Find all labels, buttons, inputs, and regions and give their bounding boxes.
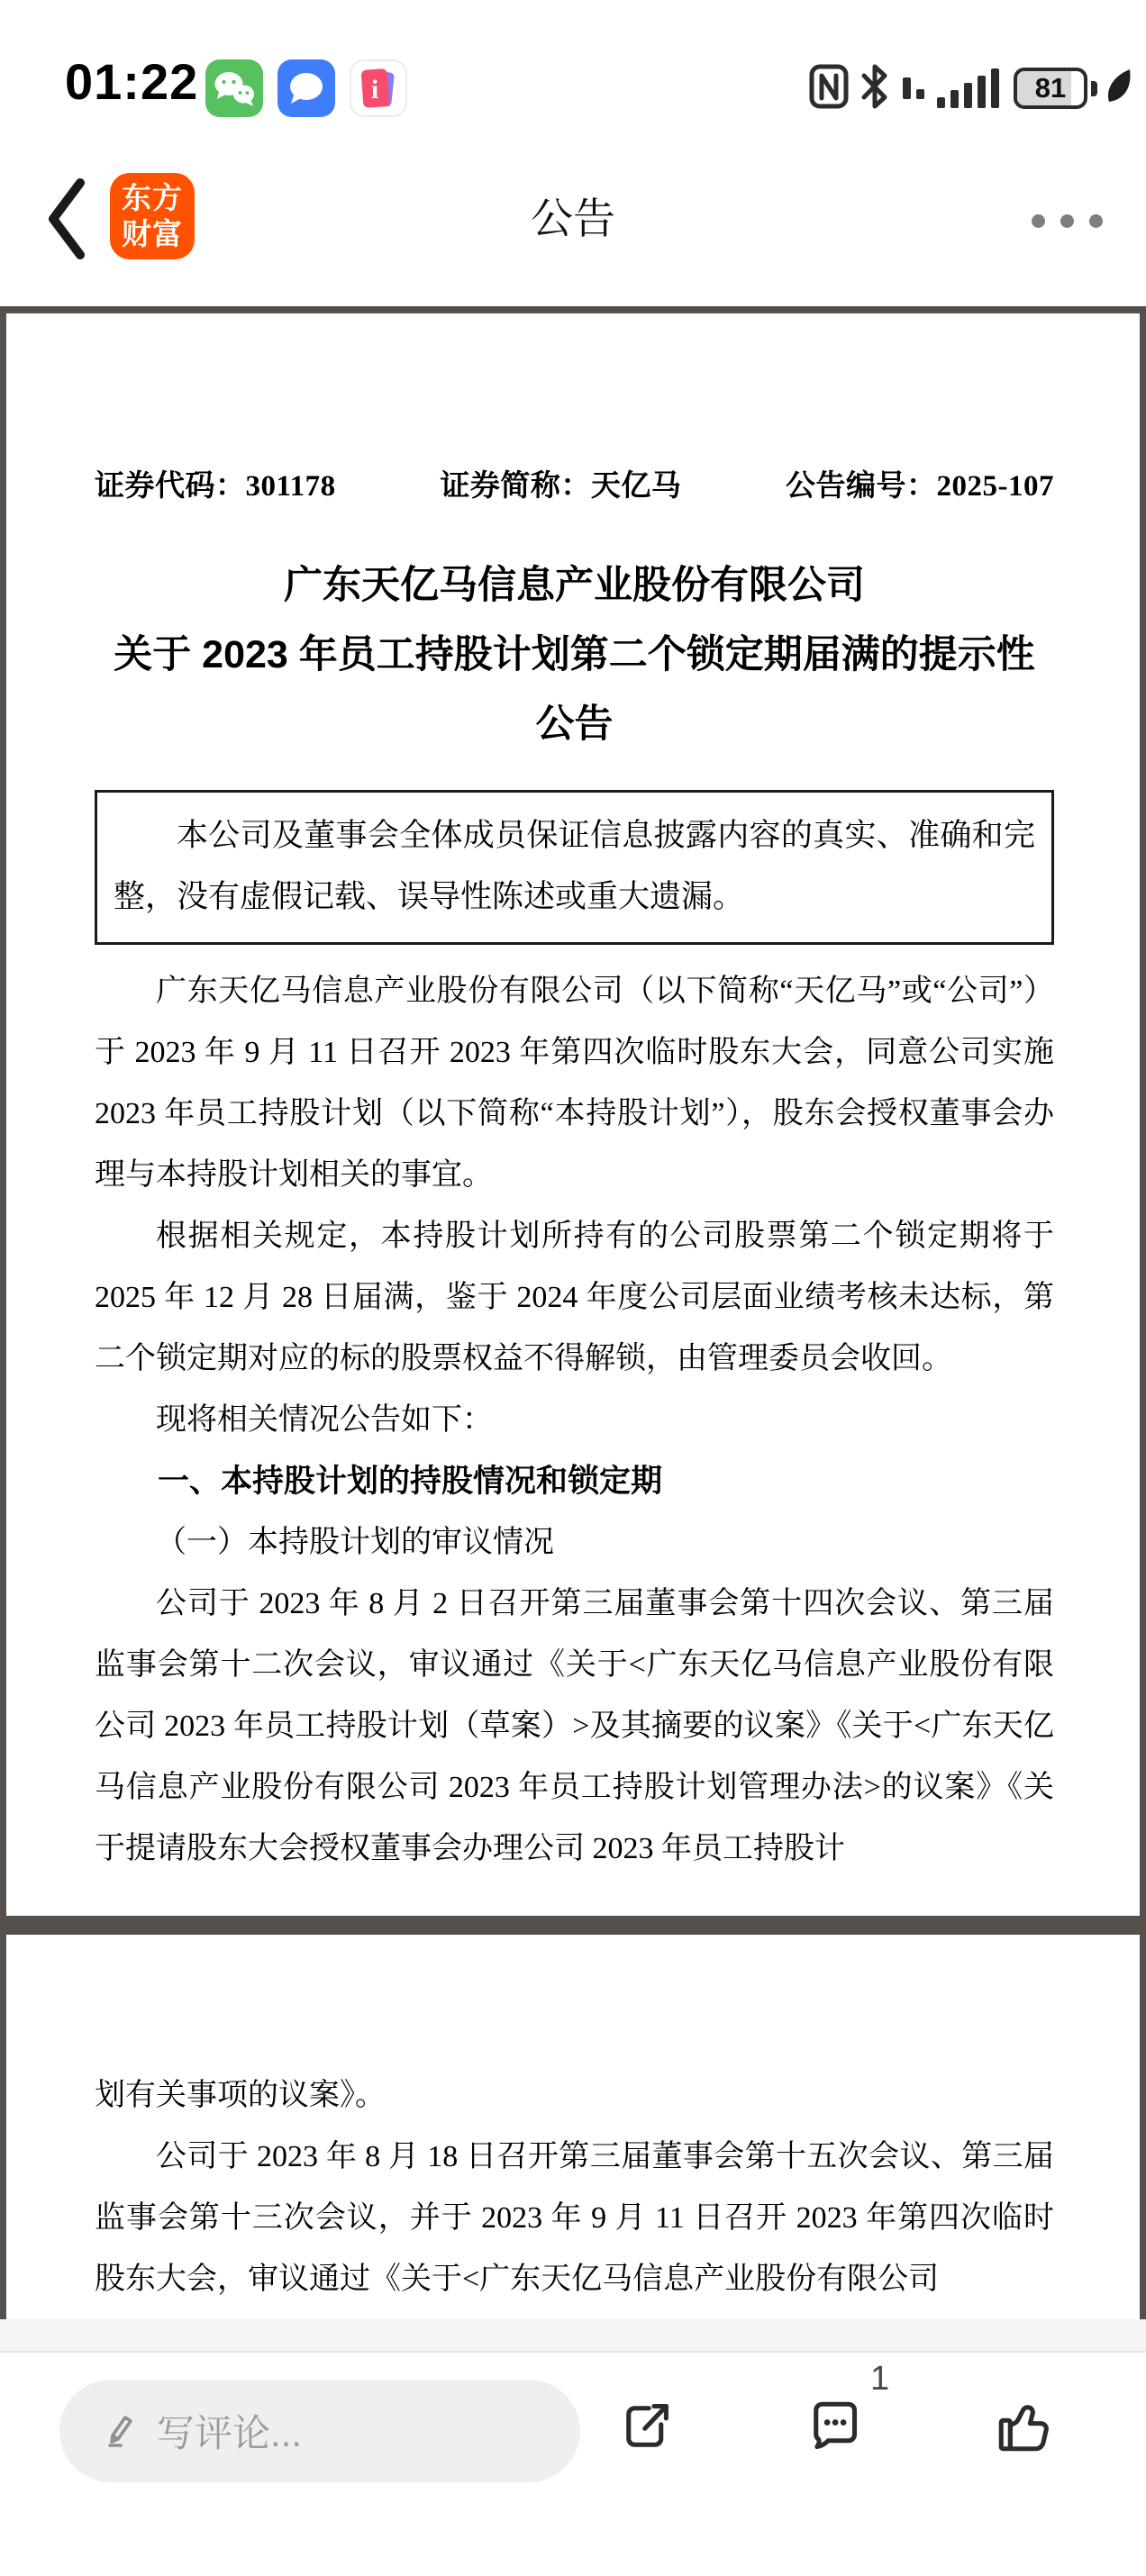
status-icons xyxy=(809,63,1146,113)
paragraph: 广东天亿马信息产业股份有限公司（以下简称“天亿马”或“公司”）于 2023 年 9 月 11 日召开 2023 年第四次临时股东大会，同意公司实施 2023 年员工持股计划（以下简称“本持股计划”），股东会授权董事会办理与本持股计划相关的事宜。 xyxy=(95,975,1054,1192)
pencil-icon xyxy=(101,2409,141,2454)
stock-code: 证券代码：301178 xyxy=(95,470,336,503)
bottom-toolbar xyxy=(0,2353,1146,2576)
more-menu-button[interactable] xyxy=(1032,214,1103,228)
signal-sim1-icon xyxy=(903,77,924,99)
info-app-icon xyxy=(350,59,407,117)
logo-text-bottom: 财富 xyxy=(122,217,183,250)
sub-heading: （一）本持股计划的审议情况 xyxy=(156,1526,554,1559)
announcement-number: 公告编号：2025-107 xyxy=(786,470,1054,503)
battery-indicator: 81 xyxy=(1014,68,1087,109)
power-saving-leaf-icon xyxy=(1105,68,1135,110)
notification-app-icons xyxy=(205,59,407,117)
doc-title-company: 广东天亿马信息产业股份有限公司 xyxy=(284,564,865,607)
paragraph: 公司于 2023 年 8 月 18 日召开第三届董事会第十五次会议、第三届监事会第十三次会议，并于 2023 年 9 月 11 日召开 2023 年第四次临时股东大会，审议通过《关于<广东天亿马信息产业股份有限公司 xyxy=(95,2140,1054,2296)
stock-name: 证券简称：天亿马 xyxy=(440,470,682,503)
paragraph: 根据相关规定，本持股计划所持有的公司股票第二个锁定期将于 2025 年 12 月 28 日届满，鉴于 2024 年度公司层面业绩考核未达标，第二个锁定期对应的标的股票权益不得解锁，由管理委员会收回。 xyxy=(95,1220,1054,1375)
bluetooth-icon xyxy=(860,63,890,114)
document-page-1 xyxy=(6,313,1140,1916)
nfc-icon xyxy=(809,64,849,113)
comment-placeholder: 写评论... xyxy=(157,2412,303,2454)
logo-text-top: 东方 xyxy=(122,181,183,214)
pdf-viewer[interactable] xyxy=(0,306,1146,2319)
paragraph: 公司于 2023 年 8 月 2 日召开第三届董事会第十四次会议、第三届监事会第十二次会议，审议通过《关于<广东天亿马信息产业股份有限公司 2023 年员工持股计划（草案）>及其摘要的议案》《关于<广东天亿马信息产业股份有限公司 2023 年员工持股计划管理办法>的议案》《关于提请股东大会授权董事会办理公司 2023 年员工持股计 xyxy=(95,1587,1054,1865)
doc-title xyxy=(95,551,1054,759)
signal-sim2-icon xyxy=(937,68,999,108)
clock: 01:22 xyxy=(65,53,199,110)
toolbar-divider xyxy=(0,2319,1146,2353)
battery-nub xyxy=(1091,81,1097,96)
paragraph: 划有关事项的议案》。 xyxy=(95,2079,386,2112)
document-page-2 xyxy=(6,1935,1140,2319)
share-button[interactable] xyxy=(613,2392,681,2461)
messages-icon xyxy=(277,59,335,117)
wechat-icon xyxy=(205,59,263,117)
comments-button[interactable] xyxy=(800,2392,869,2461)
like-button[interactable] xyxy=(989,2392,1058,2461)
doc-title-subject: 关于 2023 年员工持股计划第二个锁定期届满的提示性公告 xyxy=(114,633,1035,746)
section-heading: 一、本持股计划的持股情况和锁定期 xyxy=(158,1464,663,1499)
comment-count-badge: 1 xyxy=(870,2360,890,2398)
paragraph: 现将相关情况公告如下： xyxy=(156,1403,493,1437)
svg-text:i: i xyxy=(370,75,379,104)
doc-header-row xyxy=(95,462,1054,504)
nav-bar xyxy=(0,135,1146,306)
disclaimer-box: 本公司及董事会全体成员保证信息披露内容的真实、准确和完整，没有虚假记载、误导性陈述或重大遗漏。 xyxy=(95,790,1054,945)
comment-input[interactable] xyxy=(59,2380,580,2482)
status-bar xyxy=(0,0,1146,135)
page-title: 公告 xyxy=(531,195,615,242)
